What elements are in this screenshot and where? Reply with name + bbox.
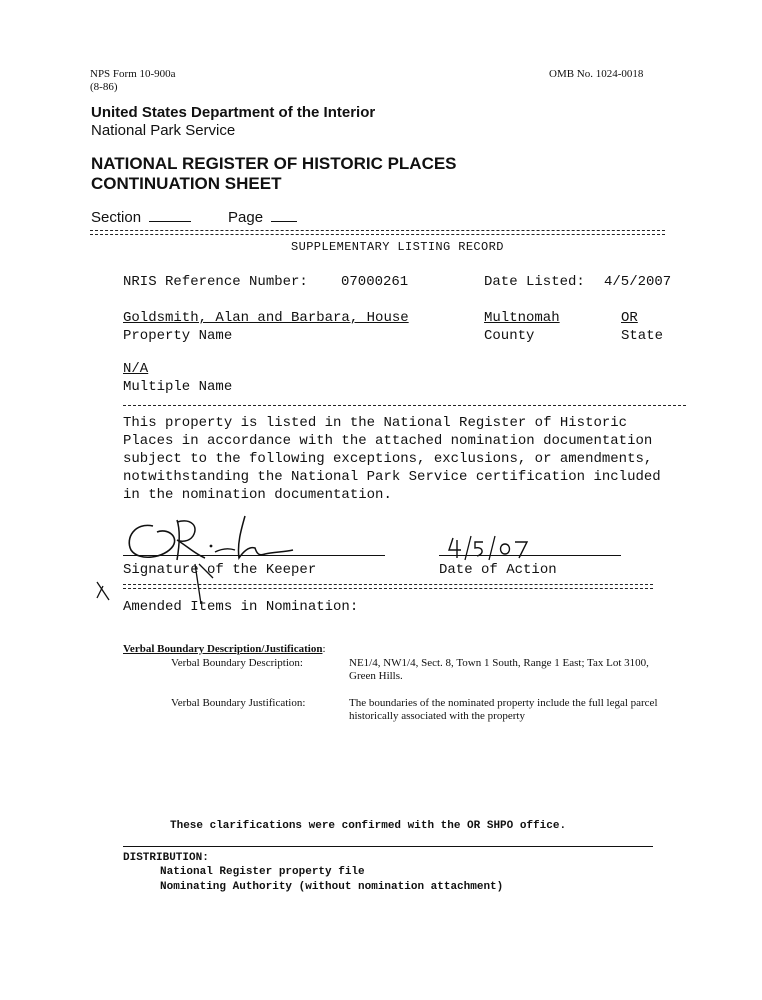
- sheet-title: NATIONAL REGISTER OF HISTORIC PLACES: [91, 154, 457, 173]
- section-label: Section: [91, 209, 142, 226]
- date-listed-label: Date Listed:: [484, 274, 585, 290]
- statement-line: Places in accordance with the attached nomination documentation: [123, 433, 653, 449]
- section-field: [91, 207, 191, 226]
- state-value: OR: [621, 310, 638, 326]
- record-heading: SUPPLEMENTARY LISTING RECORD: [291, 240, 504, 254]
- statement-line: subject to the following exceptions, exclusions, or amendments,: [123, 451, 653, 467]
- clarification-note: These clarifications were confirmed with the OR SHPO office.: [170, 820, 567, 832]
- distribution-heading: DISTRIBUTION:: [123, 852, 209, 864]
- boundary-justification-line-1: The boundaries of the nominated property include the full legal parcel: [349, 697, 658, 709]
- page-label: Page: [228, 209, 264, 226]
- amended-divider: [123, 584, 653, 589]
- signature-label: Signature of the Keeper: [123, 562, 317, 578]
- distribution-item: National Register property file: [160, 866, 365, 878]
- header-divider: [90, 230, 665, 235]
- county-label: County: [484, 328, 535, 344]
- statement-line: notwithstanding the National Park Service certification included: [123, 469, 661, 485]
- verbal-boundary-heading: [123, 643, 326, 655]
- handwritten-date-drawing: [445, 534, 535, 564]
- boundary-justification-label: Verbal Boundary Justification:: [171, 697, 306, 709]
- statement-divider: [123, 405, 686, 406]
- listing-statement: [123, 414, 661, 504]
- date-action-label: Date of Action: [439, 562, 557, 578]
- date-listed-value: 4/5/2007: [604, 274, 672, 290]
- property-name-label: Property Name: [123, 328, 233, 344]
- boundary-description-line-2: Green Hills.: [349, 670, 403, 682]
- state-label: State: [621, 328, 664, 344]
- nris-value: 07000261: [341, 274, 409, 290]
- multiple-name-value: N/A: [123, 361, 149, 377]
- department-name: United States Department of the Interior: [91, 104, 376, 121]
- multiple-name-label: Multiple Name: [123, 379, 233, 395]
- verbal-heading-text: Verbal Boundary Description/Justification: [123, 643, 323, 655]
- date-action-line: [439, 555, 621, 556]
- property-name-value: Goldsmith, Alan and Barbara, House: [123, 310, 409, 326]
- boundary-justification-line-2: historically associated with the property: [349, 710, 525, 722]
- county-value: Multnomah: [484, 310, 560, 326]
- signature-line: [123, 555, 385, 556]
- nris-label: NRIS Reference Number:: [123, 274, 308, 290]
- form-revision: (8-86): [90, 81, 118, 93]
- omb-number: OMB No. 1024-0018: [549, 68, 644, 80]
- distribution-divider: [123, 846, 653, 847]
- statement-line: This property is listed in the National Register of Historic: [123, 415, 628, 431]
- page-field: [228, 207, 297, 226]
- amended-items-label: Amended Items in Nomination:: [123, 599, 359, 615]
- boundary-description-line-1: NE1/4, NW1/4, Sect. 8, Town 1 South, Range 1 East; Tax Lot 3100,: [349, 657, 649, 669]
- sheet-subtitle: CONTINUATION SHEET: [91, 174, 282, 193]
- section-blank: [149, 207, 191, 222]
- agency-name: National Park Service: [91, 122, 236, 139]
- statement-line: in the nomination documentation.: [123, 487, 392, 503]
- page-blank: [271, 207, 297, 222]
- verbal-heading-colon: :: [322, 643, 326, 655]
- keeper-signature: [95, 508, 345, 608]
- distribution-item: Nominating Authority (without nomination attachment): [160, 881, 504, 893]
- form-number: NPS Form 10-900a: [90, 68, 176, 80]
- boundary-description-label: Verbal Boundary Description:: [171, 657, 303, 669]
